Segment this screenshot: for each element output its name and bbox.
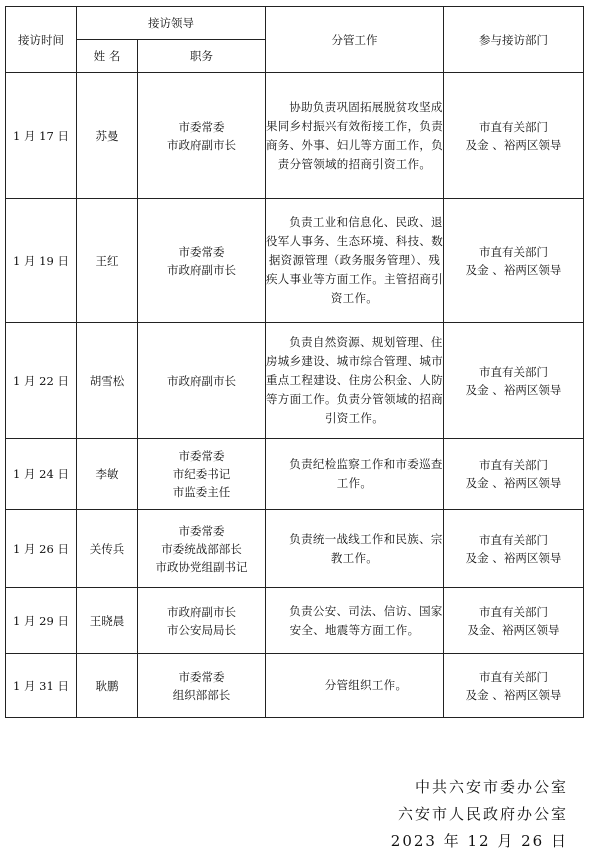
row-work — [266, 73, 444, 199]
row-name: 王晓晨 — [77, 588, 138, 654]
row-name: 李敏 — [77, 439, 138, 510]
position-line: 市公安局局长 — [167, 622, 236, 637]
header-row-1 — [6, 7, 584, 40]
position-line: 市监委主任 — [172, 485, 231, 499]
work-text: 协助负责巩固拓展脱贫攻坚成果同乡村振兴有效衔接工作，负责商务、外事、妇儿等方面工作，负责分管领域的招商引资工作。 — [266, 99, 443, 171]
row-name: 王红 — [77, 199, 138, 323]
row-position — [138, 323, 266, 439]
position-line: 市政府副市长 — [167, 373, 236, 388]
issuer-government-office: 六安市人民政府办公室 — [397, 805, 568, 823]
row-depts — [444, 73, 584, 199]
dept-line: 市直有关部门 — [479, 244, 548, 259]
position-line: 市政府副市长 — [167, 262, 236, 277]
row-name: 耿鹏 — [77, 654, 138, 718]
issuer-party-office: 中共六安市委办公室 — [414, 778, 568, 796]
table-row — [6, 654, 584, 718]
row-depts — [444, 323, 584, 439]
position-line: 市委常委 — [178, 523, 225, 538]
dept-line: 及金 、裕两区领导 — [465, 137, 562, 152]
position-line: 市委常委 — [178, 119, 225, 134]
issue-date: 2023 年 12 月 26 日 — [390, 832, 568, 850]
dept-line: 市直有关部门 — [479, 604, 548, 619]
table-row — [6, 588, 584, 654]
dept-line: 市直有关部门 — [479, 364, 548, 379]
table-row — [6, 439, 584, 510]
position-line: 市委统战部部长 — [161, 541, 242, 556]
row-position — [138, 199, 266, 323]
row-depts — [444, 510, 584, 588]
row-name: 胡雪松 — [77, 323, 138, 439]
work-text: 负责纪检监察工作和市委巡查工作。 — [289, 457, 443, 490]
table-row — [6, 323, 584, 439]
row-depts — [444, 439, 584, 510]
row-position — [138, 439, 266, 510]
work-text: 负责统一战线工作和民族、宗教工作。 — [289, 531, 443, 565]
header-leader: 接访领导 — [77, 7, 266, 40]
row-date: 1 月 19 日 — [6, 199, 77, 323]
row-date: 1 月 29 日 — [6, 588, 77, 654]
row-work — [266, 588, 444, 654]
row-depts — [444, 588, 584, 654]
dept-line: 市直有关部门 — [479, 458, 548, 472]
header-position: 职务 — [138, 40, 266, 73]
work-text: 负责工业和信息化、民政、退役军人事务、生态环境、科技、数据资源管理（政务服务管理）、残疾人事业等方面工作。主管招商引资工作。 — [266, 215, 443, 305]
row-date: 1 月 31 日 — [6, 654, 77, 718]
work-text: 分管组织工作。 — [324, 678, 408, 692]
position-line: 市政府副市长 — [167, 604, 236, 619]
position-line: 市委常委 — [178, 669, 225, 684]
row-work — [266, 654, 444, 718]
row-position — [138, 73, 266, 199]
dept-line: 及金 、裕两区领导 — [465, 262, 562, 277]
position-line: 市委常委 — [178, 244, 225, 259]
reception-schedule-table — [5, 6, 584, 718]
row-position — [138, 588, 266, 654]
header-name: 姓 名 — [77, 40, 138, 73]
row-date: 1 月 24 日 — [6, 439, 77, 510]
position-line: 市政府副市长 — [167, 137, 236, 152]
row-depts — [444, 654, 584, 718]
row-position — [138, 510, 266, 588]
header-work: 分管工作 — [266, 7, 444, 73]
table-row — [6, 199, 584, 323]
dept-line: 市直有关部门 — [479, 119, 548, 134]
work-text: 负责自然资源、规划管理、住房城乡建设、城市综合管理、城市重点工程建设、住房公积金、人防等方面工作。负责分管领域的招商引资工作。 — [266, 335, 443, 425]
row-work — [266, 439, 444, 510]
dept-line: 及金、裕两区领导 — [467, 622, 560, 637]
table-row — [6, 73, 584, 199]
position-line: 市委常委 — [178, 449, 225, 463]
position-line: 组织部部长 — [172, 687, 231, 702]
row-work — [266, 199, 444, 323]
header-time: 接访时间 — [6, 7, 77, 73]
row-date: 1 月 17 日 — [6, 73, 77, 199]
dept-line: 及金 、裕两区领导 — [465, 687, 562, 702]
row-work — [266, 510, 444, 588]
row-depts — [444, 199, 584, 323]
row-date: 1 月 22 日 — [6, 323, 77, 439]
dept-line: 及金 、裕两区领导 — [465, 382, 562, 397]
position-line: 市政协党组副书记 — [155, 559, 248, 574]
position-line: 市纪委书记 — [172, 467, 231, 481]
dept-line: 及金 、裕两区领导 — [465, 550, 562, 565]
row-name: 关传兵 — [77, 510, 138, 588]
header-depts: 参与接访部门 — [444, 7, 584, 73]
work-text: 负责公安、司法、信访、国家安全、地震等方面工作。 — [289, 603, 443, 637]
dept-line: 市直有关部门 — [479, 532, 548, 547]
row-name: 苏曼 — [77, 73, 138, 199]
row-work — [266, 323, 444, 439]
dept-line: 及金 、裕两区领导 — [465, 476, 562, 490]
dept-line: 市直有关部门 — [479, 669, 548, 684]
table-row — [6, 510, 584, 588]
row-date: 1 月 26 日 — [6, 510, 77, 588]
row-position — [138, 654, 266, 718]
